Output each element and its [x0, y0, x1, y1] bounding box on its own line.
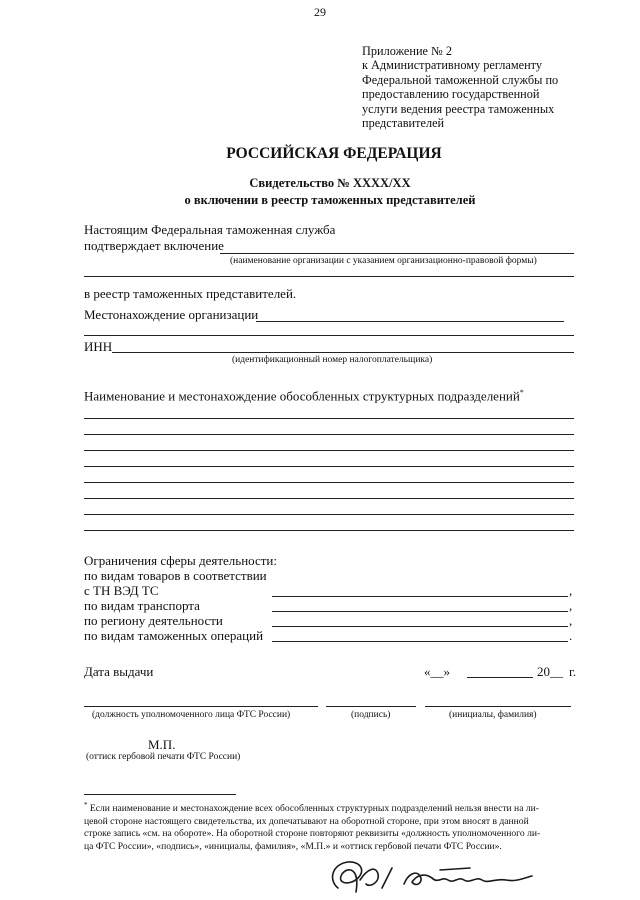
certificate-title: Свидетельство № ХХХХ/ХХ	[249, 176, 411, 190]
date-year-field	[537, 664, 576, 680]
appendix-line: Приложение № 2	[362, 44, 453, 58]
date-open-quote: «	[424, 664, 431, 679]
footnote-line: ца ФТС России», «подпись», «инициалы, фамилия», «М.П.» и «оттиск гербовой печати ФТС России».	[84, 840, 502, 852]
footnote-line: строке запись «см. на обороте». На оборотной стороне повторяют реквизиты «должность уполномоченного ли-	[84, 828, 541, 840]
restriction-goods-field	[272, 596, 568, 597]
inn-field	[112, 352, 574, 353]
intro-line-1: Настоящим Федеральная таможенная служба	[84, 222, 336, 237]
restrictions-title: Ограничения сферы деятельности:	[84, 553, 277, 568]
appendix-line: предоставлению государственной	[362, 87, 540, 102]
inn-label: ИНН	[84, 339, 113, 354]
footnote-mark: *	[84, 801, 88, 809]
subdivisions-line	[84, 418, 574, 419]
footnote-ref-mark: *	[519, 388, 524, 397]
date-month-field	[467, 677, 533, 678]
restriction-goods-end: ,	[569, 583, 573, 598]
location-field-line-2	[84, 335, 574, 336]
restriction-transport-end: ,	[569, 598, 573, 613]
subdivisions-line	[84, 530, 574, 531]
location-field	[256, 321, 564, 322]
appendix-line: к Административному регламенту	[362, 58, 543, 73]
org-name-field-line-2	[84, 276, 574, 277]
page-number: 29	[314, 5, 326, 19]
footnote-line: цевой стороне настоящего свидетельства, их допечатывают на оборотной стороне, при этом вносят в данной	[84, 815, 529, 827]
name-caption: (инициалы, фамилия)	[449, 710, 537, 720]
country-title: РОССИЙСКАЯ ФЕДЕРАЦИЯ	[226, 145, 442, 162]
restriction-region-label: по региону деятельности	[84, 613, 223, 628]
subdivisions-line	[84, 466, 574, 467]
subdivisions-label	[84, 388, 524, 404]
appendix-block	[362, 44, 558, 130]
appendix-line: услуги ведения реестра таможенных	[362, 101, 555, 116]
date-close-quote: »	[443, 664, 450, 679]
footnote-separator	[84, 794, 236, 795]
date-day-field	[424, 664, 450, 680]
subdivisions-line	[84, 498, 574, 499]
restriction-goods-line-1: по видам товаров в соответствии	[84, 568, 267, 583]
appendix-line: Федеральной таможенной службы по	[362, 72, 559, 87]
location-label: Местонахождение организации	[84, 307, 259, 322]
year-blank: __	[550, 664, 563, 679]
restriction-operations-end: .	[569, 628, 573, 643]
position-line	[84, 706, 318, 707]
handwritten-signature	[320, 858, 550, 898]
name-line	[425, 706, 571, 707]
restriction-region-field	[272, 626, 568, 627]
registry-text: в реестр таможенных представителей.	[84, 286, 297, 301]
subdivisions-line	[84, 450, 574, 451]
footnote-line	[84, 799, 540, 816]
appendix-line: представителей	[362, 116, 445, 131]
date-label: Дата выдачи	[84, 664, 154, 679]
stamp-caption: (оттиск гербовой печати ФТС России)	[86, 752, 241, 762]
signature-caption: (подпись)	[351, 710, 391, 720]
year-prefix: 20	[537, 664, 550, 679]
subdivisions-line	[84, 482, 574, 483]
subdivisions-line	[84, 434, 574, 435]
restriction-operations-label: по видам таможенных операций	[84, 628, 264, 643]
year-suffix: г.	[569, 664, 577, 679]
subdivisions-label-text: Наименование и местонахождение обособленных структурных подразделений	[84, 388, 520, 404]
restriction-region-end: ,	[569, 613, 573, 628]
date-day-blank: __	[430, 664, 444, 679]
inn-caption: (идентификационный номер налогоплательщика)	[232, 355, 433, 365]
footnote-block	[84, 799, 540, 853]
restriction-goods-line-2: с ТН ВЭД ТС	[84, 583, 159, 598]
org-name-field	[220, 253, 574, 254]
signature-line	[326, 706, 416, 707]
footnote-line-text: Если наименование и местонахождение всех обособленных структурных подразделений нельзя внести на ли-	[89, 803, 539, 815]
restriction-transport-label: по видам транспорта	[84, 598, 200, 613]
position-caption: (должность уполномоченного лица ФТС России)	[92, 710, 291, 720]
intro-line-2: подтверждает включение	[84, 238, 224, 253]
restriction-transport-field	[272, 611, 568, 612]
stamp-label: М.П.	[148, 737, 176, 752]
restriction-operations-field	[272, 641, 568, 642]
org-name-caption: (наименование организации с указанием организационно-правовой формы)	[230, 256, 537, 266]
certificate-subtitle: о включении в реестр таможенных представителей	[184, 193, 476, 207]
subdivisions-line	[84, 514, 574, 515]
